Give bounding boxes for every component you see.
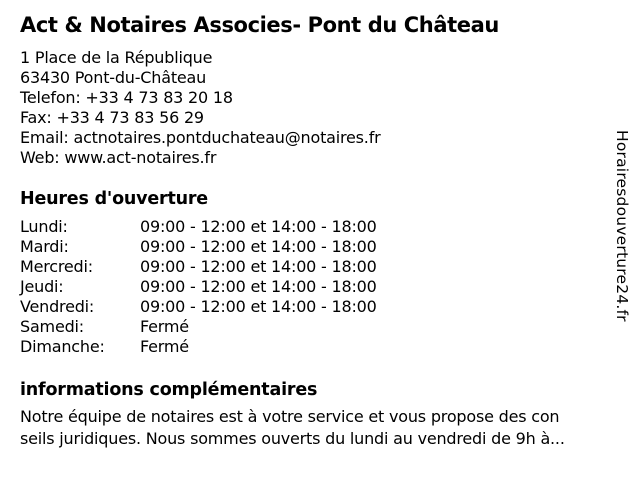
hours-row [20, 237, 612, 257]
contact-block [20, 48, 612, 168]
hours-row [20, 217, 612, 237]
day-label: Dimanche: [20, 337, 105, 356]
additional-info-heading: informations complémentaires [20, 380, 318, 400]
opening-hours-table [20, 217, 612, 357]
info-line-2: seils juridiques. Nous sommes ouverts du lundi au vendredi de 9h à... [20, 428, 565, 448]
day-label: Mardi: [20, 237, 69, 256]
day-label: Samedi: [20, 317, 84, 336]
fax-line: Fax: +33 4 73 83 56 29 [20, 108, 204, 127]
hours-row [20, 277, 612, 297]
hours-row [20, 297, 612, 317]
hours-value: 09:00 - 12:00 et 14:00 - 18:00 [140, 217, 377, 236]
hours-value: 09:00 - 12:00 et 14:00 - 18:00 [140, 297, 377, 316]
day-label: Vendredi: [20, 297, 95, 316]
address-line-1: 1 Place de la République [20, 48, 213, 67]
hours-value: Fermé [140, 317, 189, 336]
hours-value: 09:00 - 12:00 et 14:00 - 18:00 [140, 257, 377, 276]
additional-info-paragraph [20, 406, 612, 449]
day-label: Lundi: [20, 217, 68, 236]
day-label: Jeudi: [20, 277, 64, 296]
watermark-vertical-text: Horairesdouverture24.fr [613, 130, 631, 322]
info-line-1: Notre équipe de notaires est à votre service et vous propose des con [20, 407, 560, 426]
email-line: Email: actnotaires.pontduchateau@notaires.fr [20, 128, 381, 147]
hours-value: 09:00 - 12:00 et 14:00 - 18:00 [140, 277, 377, 296]
phone-line: Telefon: +33 4 73 83 20 18 [20, 88, 233, 107]
hours-row [20, 337, 612, 357]
hours-row [20, 257, 612, 277]
hours-row [20, 317, 612, 337]
address-line-2: 63430 Pont-du-Château [20, 68, 207, 87]
website-line: Web: www.act-notaires.fr [20, 148, 217, 167]
page-title: Act & Notaires Associes- Pont du Château [20, 13, 499, 37]
hours-value: 09:00 - 12:00 et 14:00 - 18:00 [140, 237, 377, 256]
hours-value: Fermé [140, 337, 189, 356]
day-label: Mercredi: [20, 257, 93, 276]
opening-hours-heading: Heures d'ouverture [20, 189, 208, 209]
